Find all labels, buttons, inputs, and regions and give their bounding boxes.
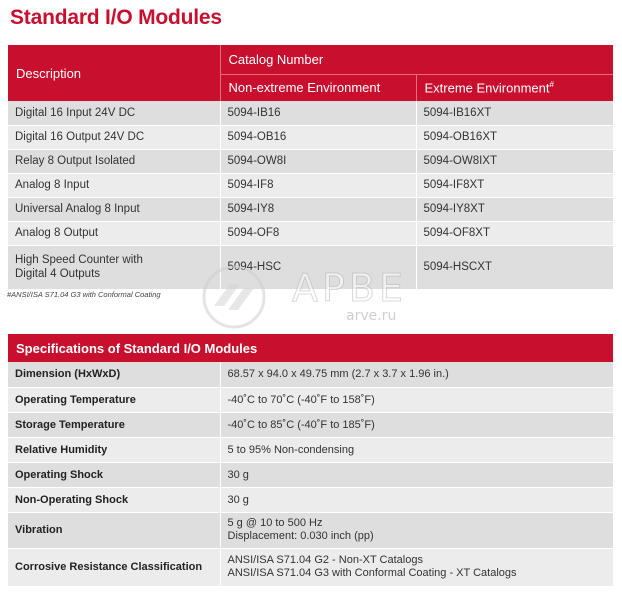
spec-label: Dimension (HxWxD) [8, 362, 220, 387]
catalog-table [8, 45, 613, 290]
row-non-extreme: 5094-OB16 [220, 125, 416, 149]
spec-value-line2: ANSI/ISA S71.04 G3 with Conformal Coating - XT Catalogs [227, 567, 517, 579]
spec-value [220, 512, 613, 548]
spec-row [8, 387, 613, 412]
watermark-text: АРВЕ [292, 266, 407, 310]
spec-header-row [8, 334, 613, 362]
table-row [8, 101, 613, 125]
spec-value: -40˚C to 85˚C (-40˚F to 185˚F) [220, 412, 613, 437]
spec-row [8, 512, 613, 548]
row-description: Analog 8 Output [8, 221, 220, 245]
row-description: Digital 16 Input 24V DC [8, 101, 220, 125]
spec-value: 5 to 95% Non-condensing [220, 437, 613, 462]
spec-label: Storage Temperature [8, 412, 220, 437]
row-extreme: 5094-IB16XT [416, 101, 613, 125]
catalog-header-row [8, 45, 613, 74]
row-extreme: 5094-OB16XT [416, 125, 613, 149]
spec-value-line2: Displacement: 0.030 inch (pp) [227, 530, 374, 542]
spec-row [8, 362, 613, 387]
spec-label: Non-Operating Shock [8, 487, 220, 512]
row-description: Relay 8 Output Isolated [8, 149, 220, 173]
spec-label: Operating Temperature [8, 387, 220, 412]
row-description-line1: High Speed Counter with [15, 254, 143, 266]
header-extreme-label: Extreme Environment [424, 80, 550, 96]
spec-row [8, 412, 613, 437]
spec-label: Vibration [8, 512, 220, 548]
row-non-extreme: 5094-IB16 [220, 101, 416, 125]
spec-row [8, 548, 613, 586]
row-description-line2: Digital 4 Outputs [15, 268, 101, 280]
spec-row [8, 487, 613, 512]
spec-value: -40˚C to 70˚C (-40˚F to 158˚F) [220, 387, 613, 412]
spec-label: Operating Shock [8, 462, 220, 487]
table-row [8, 245, 613, 289]
spec-row [8, 437, 613, 462]
header-extreme-mark: # [549, 80, 554, 90]
spec-table [8, 334, 613, 587]
spec-header: Specifications of Standard I/O Modules [8, 334, 613, 362]
header-catalog-number: Catalog Number [228, 51, 324, 67]
row-description: Analog 8 Input [8, 173, 220, 197]
row-non-extreme: 5094-IF8 [220, 173, 416, 197]
catalog-footnote: #ANSI/ISA S71.04 G3 with Conformal Coating [7, 290, 161, 299]
spec-value: 30 g [220, 487, 613, 512]
row-non-extreme: 5094-OF8 [220, 221, 416, 245]
spec-label: Relative Humidity [8, 437, 220, 462]
spec-label: Corrosive Resistance Classification [8, 548, 220, 586]
row-extreme: 5094-OW8IXT [416, 149, 613, 173]
row-extreme: 5094-OF8XT [416, 221, 613, 245]
row-description: Universal Analog 8 Input [8, 197, 220, 221]
row-non-extreme: 5094-HSC [220, 245, 416, 289]
row-non-extreme: 5094-OW8I [220, 149, 416, 173]
page-title: Standard I/O Modules [10, 6, 222, 29]
spec-value [220, 548, 613, 586]
row-description: Digital 16 Output 24V DC [8, 125, 220, 149]
table-row [8, 125, 613, 149]
spec-value-line1: 5 g @ 10 to 500 Hz [227, 517, 323, 529]
table-row [8, 173, 613, 197]
row-extreme: 5094-IF8XT [416, 173, 613, 197]
table-row [8, 149, 613, 173]
row-description [8, 245, 220, 289]
spec-value-line1: ANSI/ISA S71.04 G2 - Non-XT Catalogs [227, 554, 423, 566]
header-non-extreme: Non-extreme Environment [220, 74, 416, 101]
spec-row [8, 462, 613, 487]
row-extreme: 5094-IY8XT [416, 197, 613, 221]
spec-value: 30 g [220, 462, 613, 487]
table-row [8, 197, 613, 221]
header-extreme [416, 74, 613, 101]
row-extreme: 5094-HSCXT [416, 245, 613, 289]
watermark-subtext: arve.ru [346, 308, 397, 324]
table-row [8, 221, 613, 245]
row-non-extreme: 5094-IY8 [220, 197, 416, 221]
spec-value: 68.57 x 94.0 x 49.75 mm (2.7 x 3.7 x 1.96 in.) [220, 362, 613, 387]
header-description: Description [8, 45, 220, 101]
